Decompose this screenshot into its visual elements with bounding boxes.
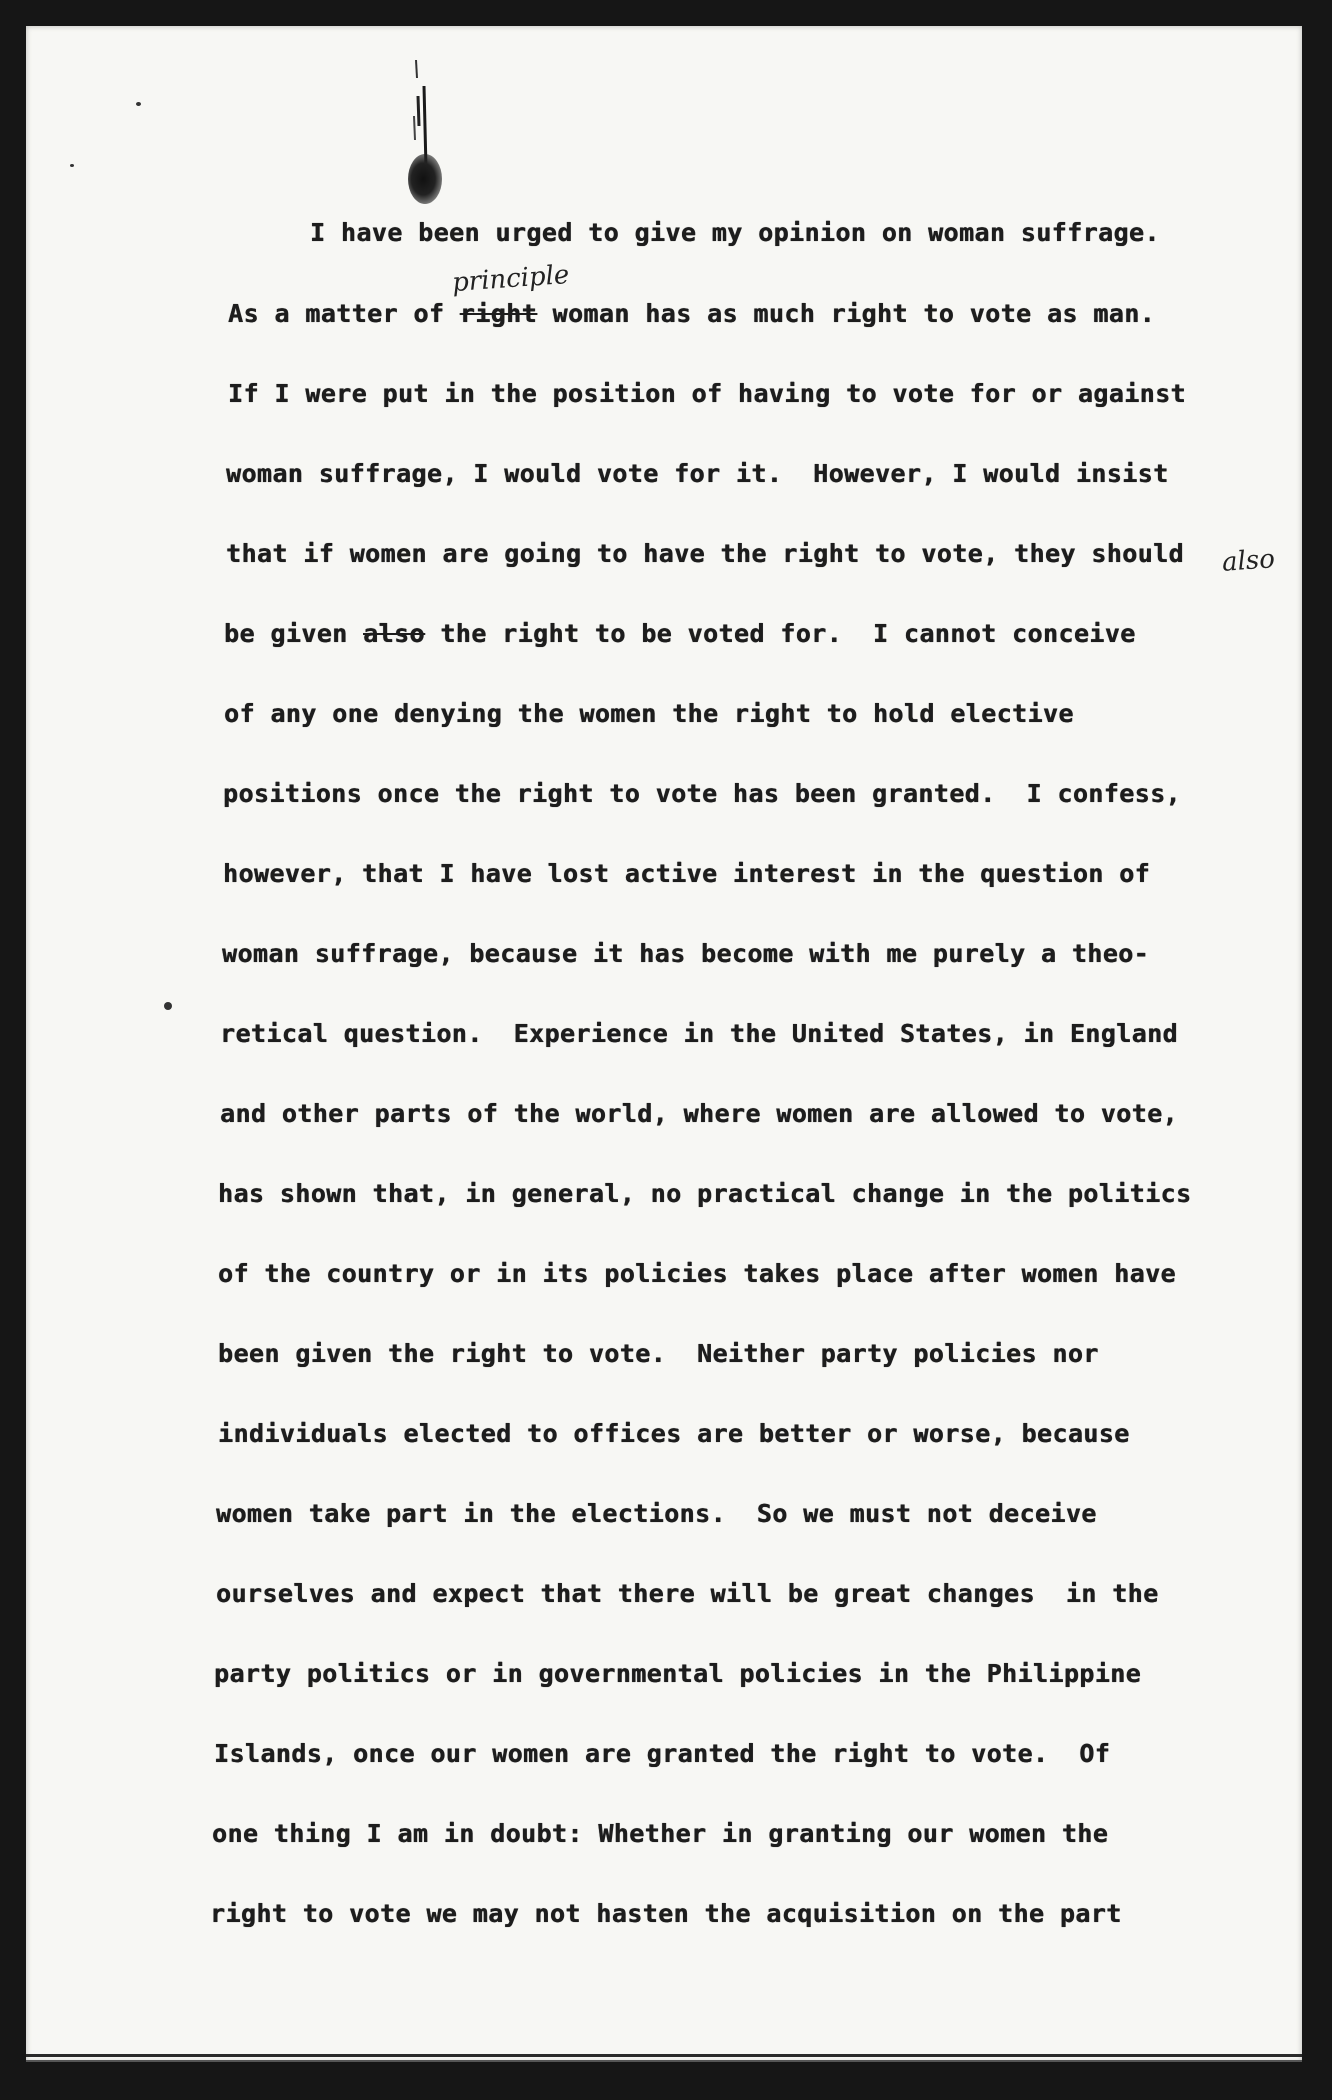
text-line	[216, 1579, 1159, 1608]
line-segment: one thing I am in doubt: Whether in granting our women the	[212, 1819, 1109, 1848]
ink-blot	[408, 154, 442, 204]
speck	[164, 1002, 172, 1010]
text-line	[228, 379, 1186, 408]
line-segment: retical question. Experience in the United States, in England	[220, 1019, 1178, 1048]
line-segment: women take part in the elections. So we must not deceive	[216, 1499, 1097, 1528]
text-line	[228, 299, 1155, 328]
line-segment: of the country or in its policies takes place after women have	[218, 1259, 1176, 1288]
line-segment: the right to be voted for. I cannot conceive	[424, 619, 1136, 648]
line-segment: ourselves and expect that there will be great changes in the	[216, 1579, 1159, 1608]
speck	[70, 164, 74, 167]
text-line	[224, 619, 1136, 648]
line-segment: positions once the right to vote has been granted. I confess,	[223, 779, 1181, 808]
text-line	[218, 1339, 1099, 1368]
struck-word: right	[459, 299, 538, 328]
typewritten-page	[26, 26, 1302, 2062]
line-segment: woman suffrage, because it has become with me purely a theo-	[222, 939, 1150, 968]
text-line	[224, 699, 1074, 728]
text-line	[214, 1659, 1141, 1688]
text-line	[222, 939, 1149, 968]
line-segment: has shown that, in general, no practical change in the politics	[218, 1179, 1192, 1208]
line-segment: woman has as much right to vote as man.	[537, 299, 1156, 328]
handwritten-principle: principle	[451, 259, 571, 299]
line-segment: party politics or in governmental policies in the Philippine	[214, 1659, 1142, 1688]
text-line	[223, 859, 1150, 888]
line-segment: and other parts of the world, where women are allowed to vote,	[220, 1099, 1178, 1128]
text-line	[310, 218, 1160, 247]
line-segment: Islands, once our women are granted the right to vote. Of	[214, 1739, 1111, 1768]
line-segment: however, that I have lost active interest in the question of	[223, 859, 1151, 888]
text-line	[214, 1739, 1110, 1768]
text-line	[226, 539, 1184, 568]
text-line	[218, 1419, 1130, 1448]
text-line	[212, 1819, 1108, 1848]
line-segment: woman suffrage, I would vote for it. However, I would insist	[226, 459, 1169, 488]
line-segment: be given	[224, 619, 364, 648]
text-line	[216, 1499, 1097, 1528]
bottom-rule	[26, 2054, 1302, 2057]
handwritten-also: also	[1221, 544, 1276, 578]
line-segment: been given the right to vote. Neither party policies nor	[218, 1339, 1099, 1368]
text-line	[218, 1179, 1191, 1208]
text-line	[210, 1899, 1122, 1928]
line-segment: that if women are going to have the right to vote, they should	[226, 539, 1184, 568]
text-line	[220, 1019, 1178, 1048]
line-segment: of any one denying the women the right to hold elective	[224, 699, 1074, 728]
text-line	[223, 779, 1181, 808]
line-segment: If I were put in the position of having to vote for or against	[228, 379, 1186, 408]
text-line	[220, 1099, 1178, 1128]
line-segment: I have been urged to give my opinion on woman suffrage.	[310, 218, 1160, 247]
line-segment: right to vote we may not hasten the acquisition on the part	[210, 1899, 1122, 1928]
text-line	[226, 459, 1169, 488]
bottom-rule-secondary	[26, 2060, 1302, 2062]
line-segment: individuals elected to offices are better or worse, because	[218, 1419, 1130, 1448]
line-segment: As a matter of	[228, 299, 460, 328]
speck	[136, 102, 141, 106]
struck-word: also	[363, 619, 425, 648]
text-line	[218, 1259, 1176, 1288]
